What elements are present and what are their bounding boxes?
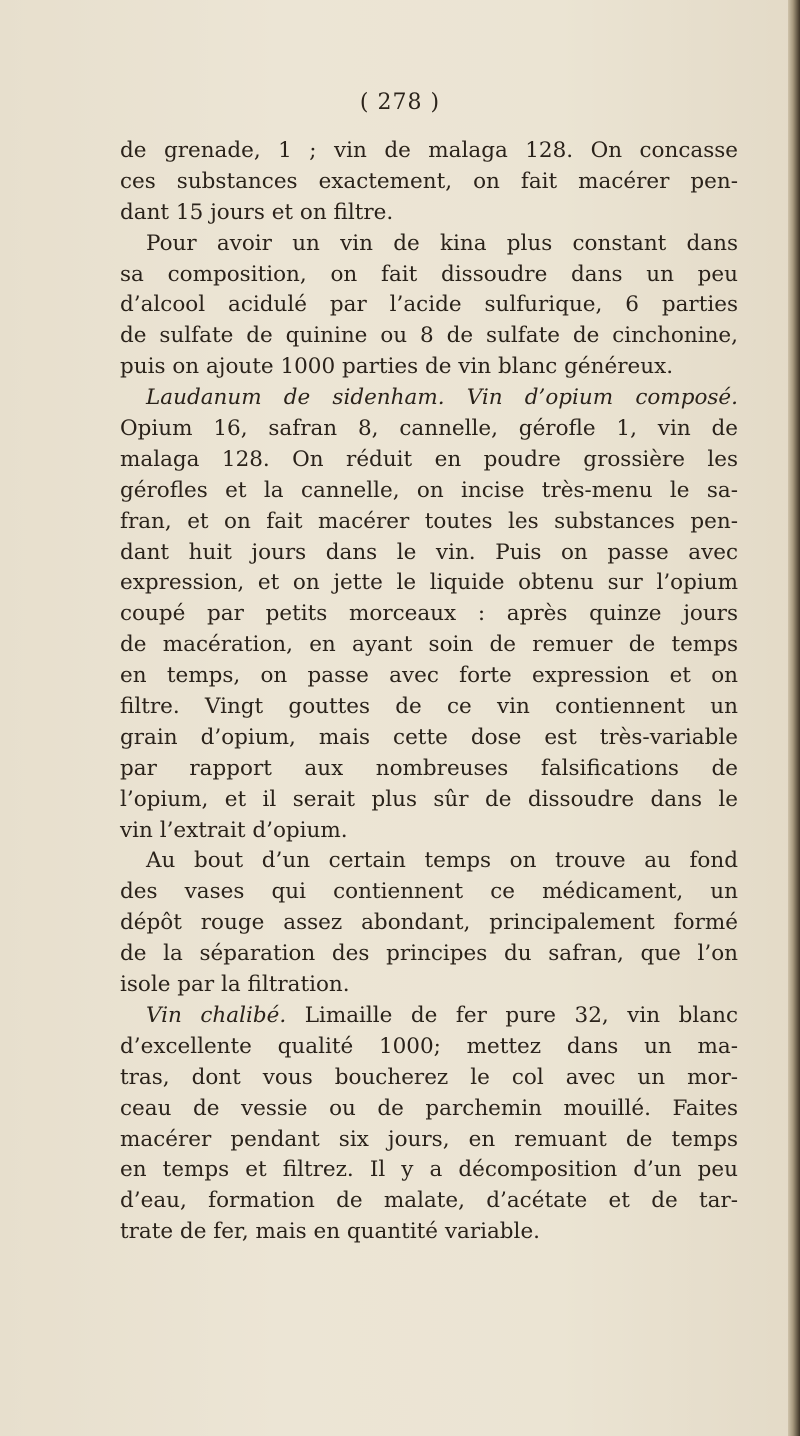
text-line	[120, 198, 738, 229]
text-line	[120, 383, 738, 414]
line-text: en temps, on passe avec forte expression et on	[120, 663, 738, 689]
text-line	[120, 630, 738, 661]
italic-heading: Laudanum de sidenham. Vin d’opium composé.	[146, 385, 738, 411]
text-line	[120, 723, 738, 754]
text-line	[120, 260, 738, 291]
line-text: isole par la filtration.	[120, 972, 350, 998]
line-text: fran, et on fait macérer toutes les substances pen-	[120, 508, 738, 534]
line-text: tras, dont vous boucherez le col avec un mor-	[120, 1064, 738, 1090]
line-text: Opium 16, safran 8, cannelle, gérofle 1, vin de	[120, 416, 738, 442]
text-line	[120, 816, 738, 847]
line-text: ceau de vessie ou de parchemin mouillé. Faites	[120, 1095, 738, 1121]
text-line	[120, 939, 738, 970]
text-line	[120, 1032, 738, 1063]
text-line	[120, 1186, 738, 1217]
text-line	[120, 908, 738, 939]
line-text: coupé par petits morceaux : après quinze jours	[120, 601, 738, 627]
text-line	[120, 229, 738, 260]
line-text: vin l’extrait d’opium.	[120, 817, 348, 843]
text-line	[120, 538, 738, 569]
text-line	[120, 692, 738, 723]
line-text: d’alcool acidulé par l’acide sulfurique, 6 parties	[120, 292, 738, 318]
line-text: sa composition, on fait dissoudre dans un peu	[120, 261, 738, 287]
line-text: gérofles et la cannelle, on incise très-menu le sa-	[120, 477, 738, 503]
line-text: de sulfate de quinine ou 8 de sulfate de cinchonine,	[120, 323, 738, 349]
text-line	[120, 1063, 738, 1094]
text-line	[120, 507, 738, 538]
line-text: en temps et filtrez. Il y a décomposition d’un peu	[120, 1157, 738, 1183]
line-text: des vases qui contiennent ce médicament, un	[120, 879, 738, 905]
body-text	[120, 136, 738, 1248]
text-line	[120, 476, 738, 507]
line-text: ces substances exactement, on fait macérer pen-	[120, 168, 738, 194]
text-line	[120, 445, 738, 476]
line-text: de macération, en ayant soin de remuer de temps	[120, 632, 738, 658]
line-text: dant 15 jours et on filtre.	[120, 199, 394, 225]
page-number: ( 278 )	[359, 90, 441, 115]
line-text: trate de fer, mais en quantité variable.	[120, 1219, 540, 1245]
line-text: filtre. Vingt gouttes de ce vin contiennent un	[120, 694, 738, 720]
line-text: de grenade, 1 ; vin de malaga 128. On concasse	[120, 138, 738, 163]
line-text: par rapport aux nombreuses falsifications de	[120, 755, 738, 781]
line-text: puis on ajoute 1000 parties de vin blanc généreux.	[120, 354, 674, 380]
text-line	[120, 661, 738, 692]
text-line	[120, 970, 738, 1001]
text-line	[120, 290, 738, 321]
page-edge-shadow	[788, 0, 800, 1436]
text-line	[120, 568, 738, 599]
text-line	[120, 414, 738, 445]
text-line	[120, 599, 738, 630]
italic-heading: Vin chalibé.	[146, 1002, 287, 1028]
line-text: Pour avoir un vin de kina plus constant dans	[146, 230, 738, 256]
line-text: macérer pendant six jours, en remuant de temps	[120, 1126, 738, 1152]
line-text: dant huit jours dans le vin. Puis on passe avec	[120, 539, 738, 565]
text-line	[120, 1217, 738, 1248]
text-line	[120, 877, 738, 908]
text-line	[120, 846, 738, 877]
line-text: Limaille de fer pure 32, vin blanc	[286, 1002, 738, 1028]
line-text: d’eau, formation de malate, d’acétate et de tar-	[120, 1188, 738, 1214]
line-text: de la séparation des principes du safran, que l’on	[120, 941, 738, 967]
text-line	[120, 167, 738, 198]
line-text: grain d’opium, mais cette dose est très-variable	[120, 724, 738, 750]
line-text: Au bout d’un certain temps on trouve au fond	[146, 848, 738, 874]
text-line	[120, 136, 738, 167]
text-line	[120, 785, 738, 816]
text-line	[120, 1094, 738, 1125]
line-text: l’opium, et il serait plus sûr de dissoudre dans le	[120, 786, 738, 812]
line-text: malaga 128. On réduit en poudre grossière les	[120, 446, 738, 472]
text-line	[120, 352, 738, 383]
text-line	[120, 1155, 738, 1186]
line-text: expression, et on jette le liquide obtenu sur l’opium	[120, 570, 738, 596]
line-text: d’excellente qualité 1000; mettez dans un ma-	[120, 1033, 738, 1059]
line-text: dépôt rouge assez abondant, principalement formé	[120, 910, 738, 936]
text-line	[120, 1125, 738, 1156]
text-line	[120, 321, 738, 352]
text-line	[120, 1001, 738, 1032]
text-line	[120, 754, 738, 785]
